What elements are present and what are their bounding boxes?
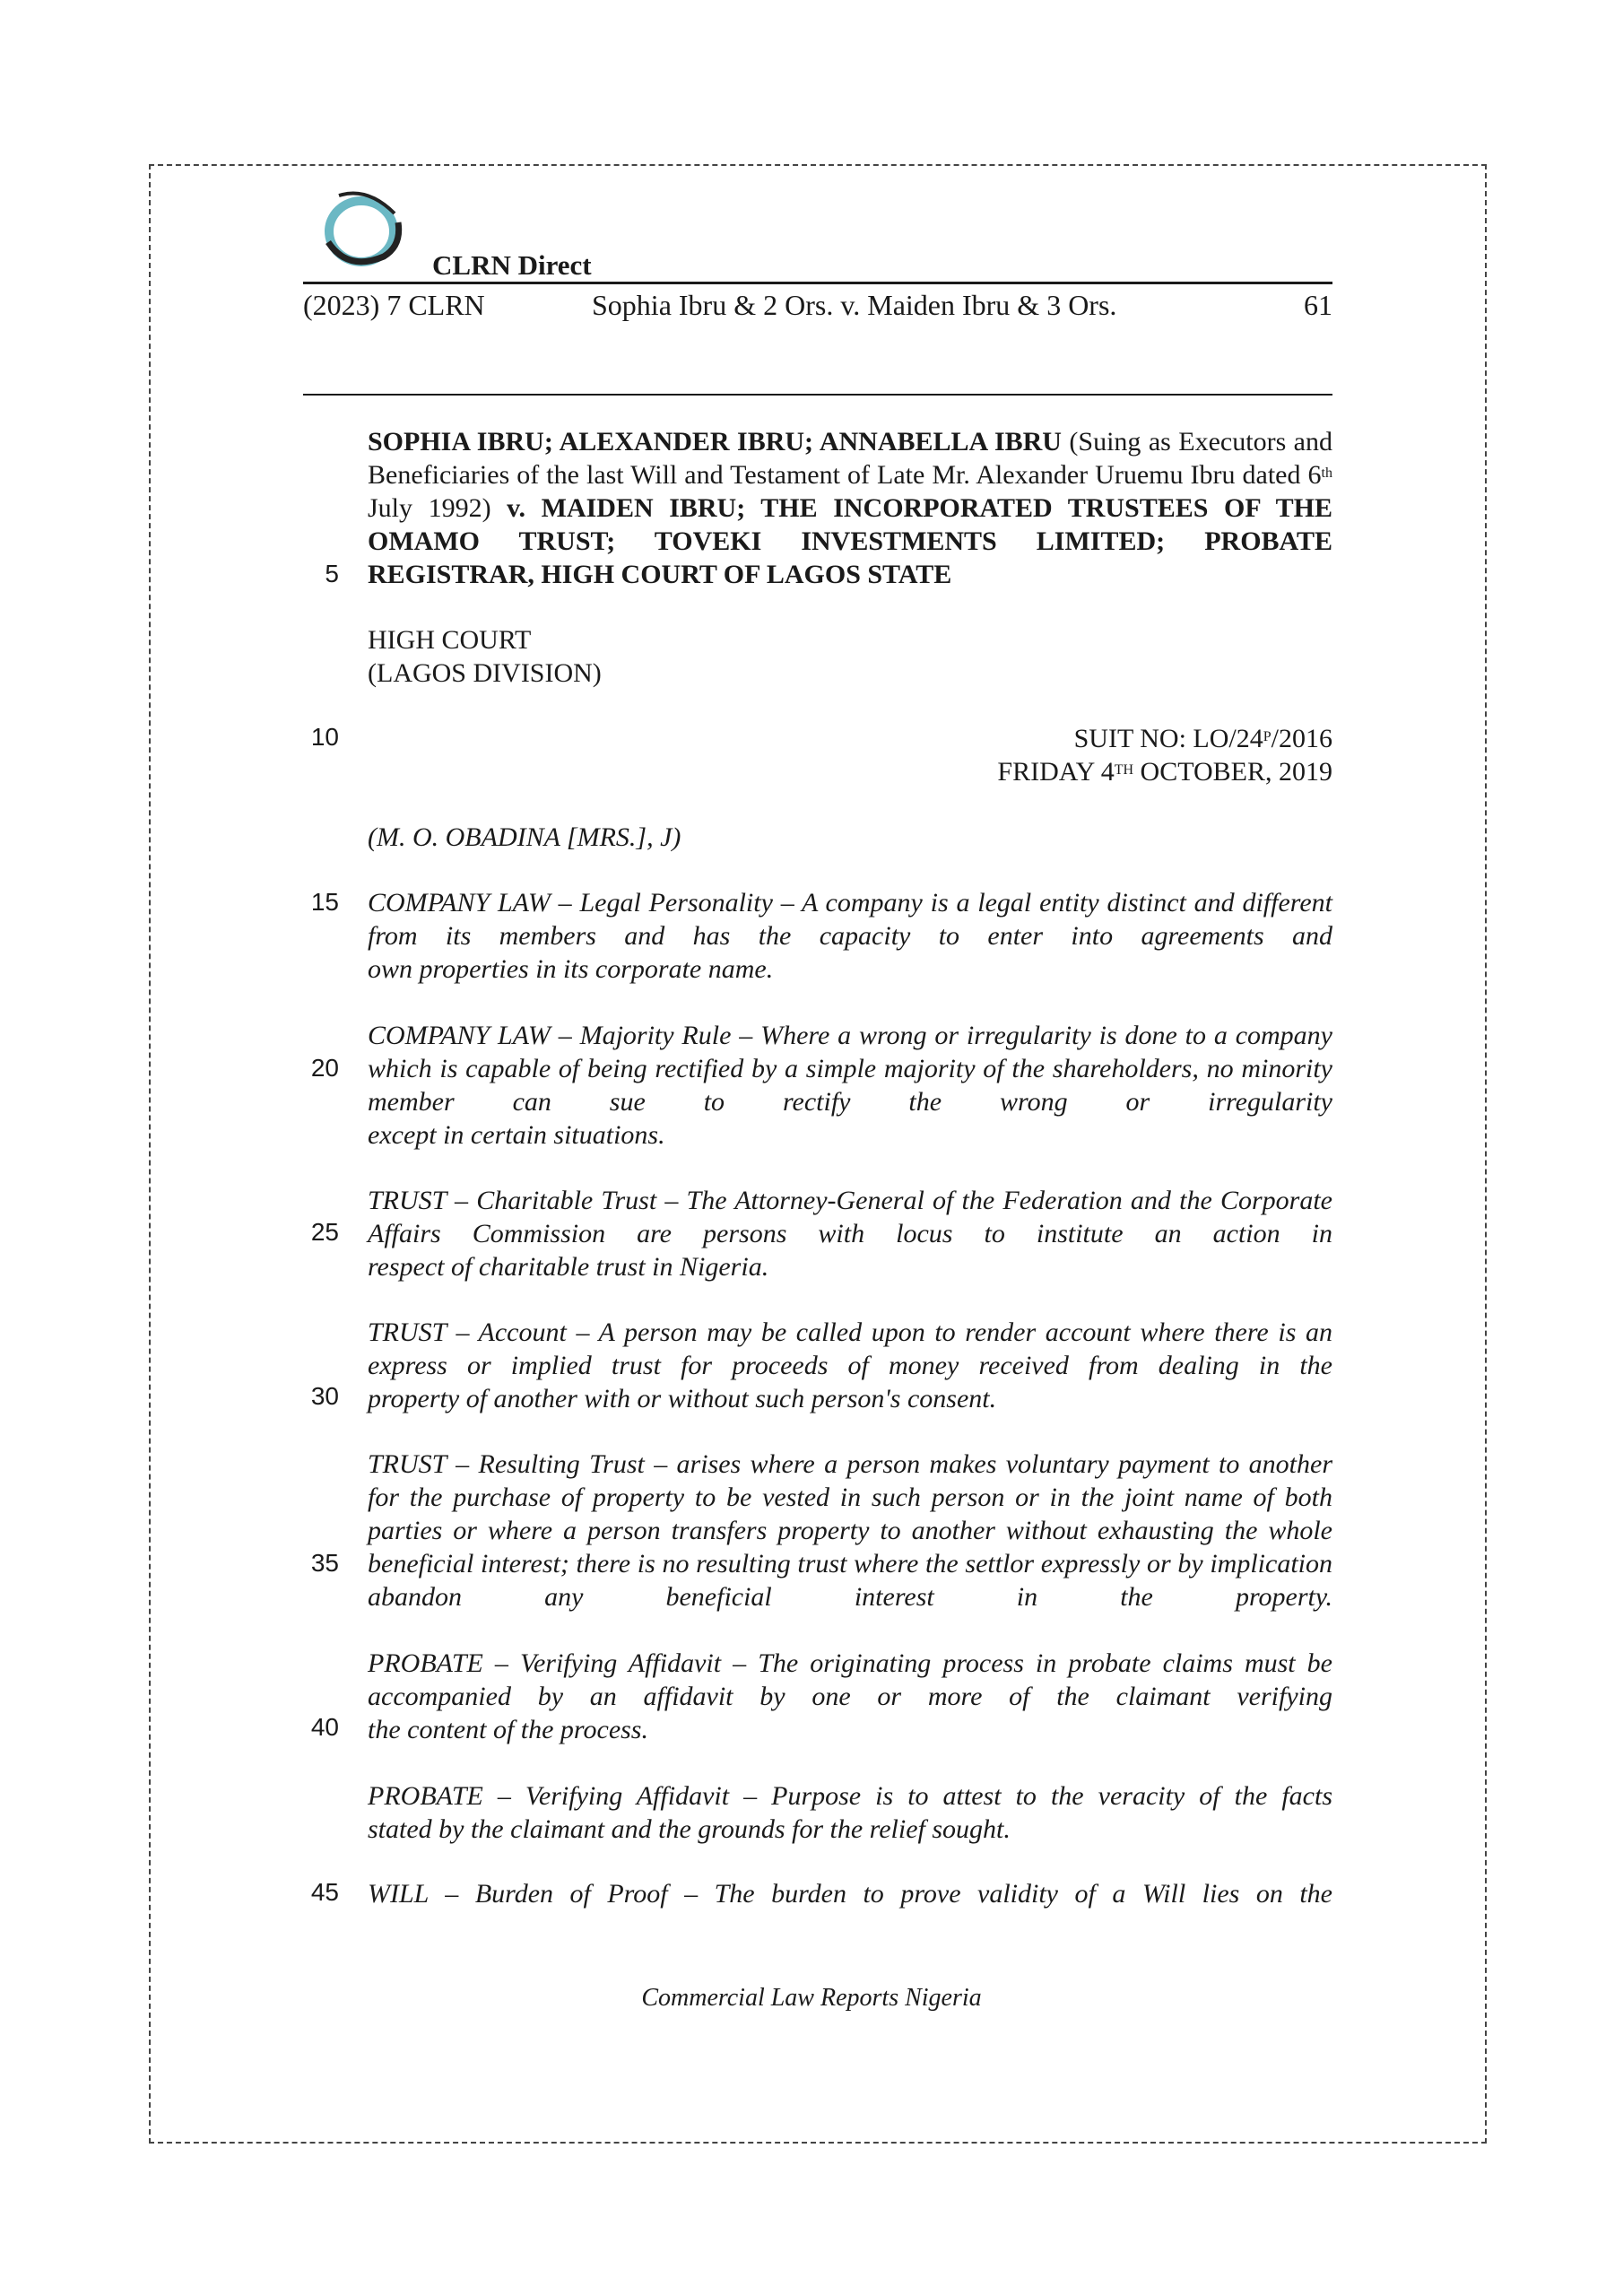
court-division: (LAGOS DIVISION): [368, 658, 602, 688]
headnote: [368, 1316, 1332, 1415]
headnote-text-end: property of another with or without such person's consent.: [368, 1384, 997, 1413]
judgment-date: [368, 755, 1332, 788]
suit-block: [368, 722, 1332, 788]
headnote-text-end: stated by the claimant and the grounds for the relief sought.: [368, 1814, 1011, 1844]
line-number: 5: [325, 560, 339, 587]
headnote-text-end: own properties in its corporate name.: [368, 954, 774, 984]
headnote: [368, 1184, 1332, 1283]
headnote: [368, 1019, 1332, 1152]
court-block: [368, 623, 1332, 690]
suit-number: [368, 722, 1332, 755]
line-number: 45: [310, 1878, 339, 1906]
suit-number-suffix: /2016: [1271, 724, 1332, 753]
headnote-text: PROBATE – Verifying Affidavit – The originating process in probate claims must be accompanied by an affidavit by one or more of the claimant verifying: [368, 1648, 1332, 1711]
line-number: 30: [310, 1382, 339, 1410]
section-rule: [303, 394, 1332, 396]
headnote: [368, 1448, 1332, 1613]
headnote: [368, 1877, 1332, 1910]
claimant-names: SOPHIA IBRU; ALEXANDER IBRU; ANNABELLA IBRU: [368, 427, 1062, 457]
ordinal-suffix: th: [1321, 465, 1332, 481]
report-citation: (2023) 7 CLRN: [303, 289, 485, 321]
date-suffix: OCTOBER, 2019: [1133, 757, 1332, 787]
headnote-text-end: except in certain situations.: [368, 1120, 665, 1150]
suit-number-prefix: SUIT NO: LO/24: [1073, 724, 1263, 753]
headnote-text-end: the content of the process.: [368, 1715, 648, 1744]
judge-name: (M. O. OBADINA [MRS.], J): [368, 822, 681, 852]
court-name: HIGH COURT: [368, 625, 532, 655]
versus: v.: [490, 493, 542, 523]
line-number: 35: [310, 1549, 339, 1577]
claimant-capacity: (Suing as Executors and Beneficiaries of the last Will and Testament of Late Mr. Alexander Uruemu Ibru dated 6: [368, 427, 1332, 490]
brand-name: CLRN Direct: [432, 249, 592, 281]
line-number: 25: [310, 1218, 339, 1246]
headnote: [368, 1647, 1332, 1746]
headnote-text: PROBATE – Verifying Affidavit – Purpose is to attest to the veracity of the facts: [368, 1781, 1332, 1811]
headnote: [368, 1779, 1332, 1846]
defendant-names-end: REGISTRAR, HIGH COURT OF LAGOS STATE: [368, 560, 952, 589]
line-number: 40: [310, 1713, 339, 1741]
line-number: 15: [310, 888, 339, 916]
headnote-text: TRUST – Charitable Trust – The Attorney-General of the Federation and the Corporate Affairs Commission are persons with locus to institute an action in: [368, 1186, 1332, 1248]
claimant-capacity-end: July 1992): [368, 493, 491, 523]
headnote: [368, 886, 1332, 986]
line-number: 20: [310, 1054, 339, 1082]
date-sup: TH: [1114, 762, 1134, 778]
headnote-text: COMPANY LAW – Legal Personality – A company is a legal entity distinct and different from its members and has the capacity to enter into agreements and: [368, 888, 1332, 951]
date-prefix: FRIDAY 4: [997, 757, 1115, 787]
page-footer: Commercial Law Reports Nigeria: [641, 1984, 982, 2012]
headnote-text: WILL – Burden of Proof – The burden to prove validity of a Will lies on the: [368, 1879, 1332, 1909]
case-parties: [368, 425, 1332, 591]
clrn-logo-icon: [312, 187, 411, 276]
headnote-text: TRUST – Account – A person may be called upon to render account where there is an express or implied trust for proceeds of money received from dealing in the: [368, 1318, 1332, 1380]
headnote-text: COMPANY LAW – Majority Rule – Where a wrong or irregularity is done to a company which is capable of being rectified by a simple majority of the shareholders, no minority member can sue to rectify the wrong or irregularity: [368, 1021, 1332, 1117]
running-case-title: Sophia Ibru & 2 Ors. v. Maiden Ibru & 3 Ors.: [592, 289, 1117, 321]
defendant-names: MAIDEN IBRU; THE INCORPORATED TRUSTEES OF THE OMAMO TRUST; TOVEKI INVESTMENTS LIMITED; PROBATE: [368, 493, 1332, 556]
headnote-text-end: respect of charitable trust in Nigeria.: [368, 1252, 769, 1282]
header-rule: [303, 282, 1332, 284]
line-number: 10: [310, 723, 339, 751]
headnote-text: TRUST – Resulting Trust – arises where a person makes voluntary payment to another for the purchase of property to be vested in such person or in the joint name of both parties or where a person transfers property to another without exhausting the whole beneficial interest; there is no resulting trust where the settlor expressly or by implication abandon any beneficial interest in the property.: [368, 1449, 1332, 1612]
suit-number-sup: P: [1263, 729, 1271, 744]
page-number: 61: [1304, 289, 1332, 321]
